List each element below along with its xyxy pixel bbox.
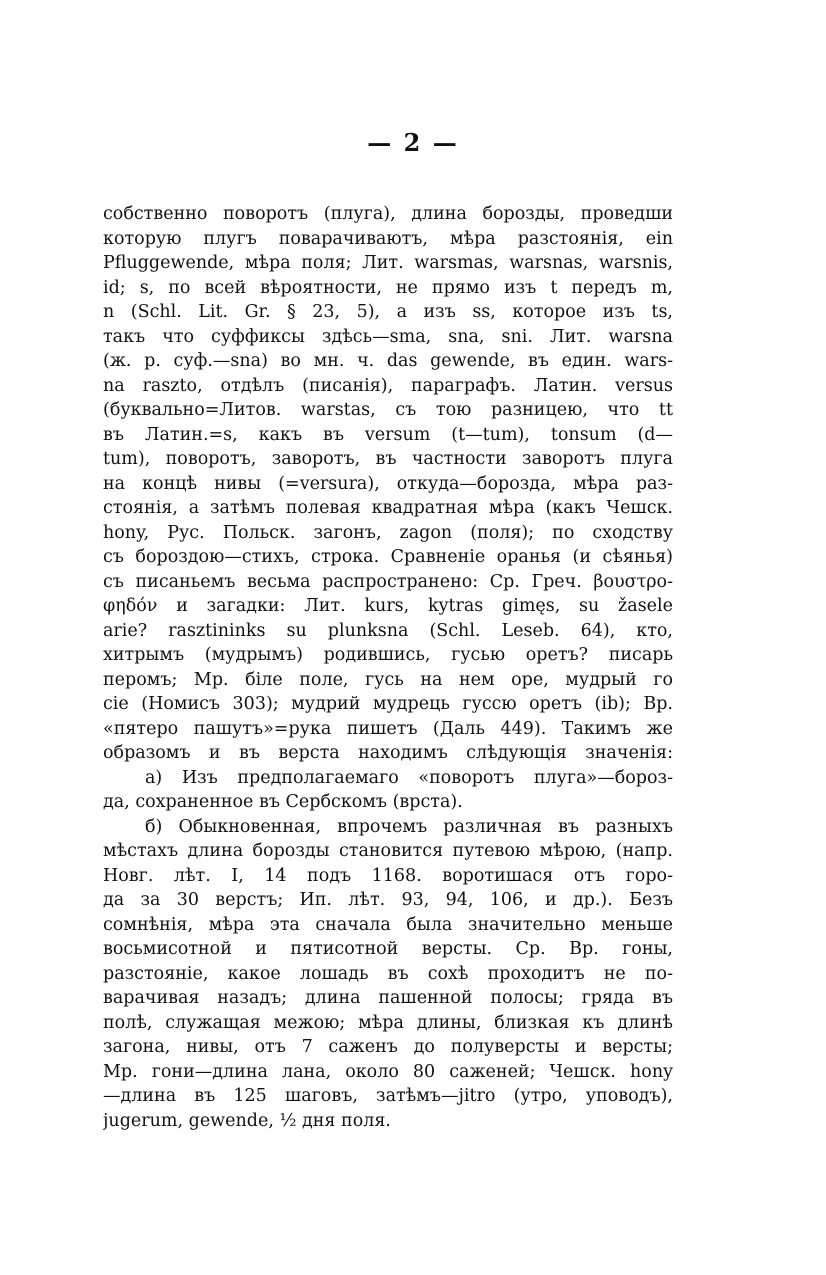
text-line: загона, нивы, отъ 7 саженъ до полуверсты и версты;	[103, 1037, 673, 1057]
text-line: а) Изъ предполагаемаго «поворотъ плуга»—бороз-	[145, 767, 673, 788]
text-line: съ писаньемъ весьма распространено: Ср. Греч. βουστρο-	[103, 571, 673, 592]
text-line: да за 30 верстъ; Ип. лѣт. 93, 94, 106, и др.). Безъ	[103, 890, 673, 910]
text-line: съ бороздою—стихъ, строка. Сравненіе оранья (и сѣянья)	[103, 547, 673, 567]
text-line: варачивая назадъ; длина пашенной полосы; гряда въ	[103, 988, 673, 1008]
text-line: hony, Рус. Польск. загонъ, zagon (поля); по сходству	[103, 522, 673, 543]
text-line: сіе (Номисъ 303); мудрий мудрець гуссю оретъ (ib); Вр.	[103, 694, 673, 714]
text-line: Новг. лѣт. I, 14 подъ 1168. воротишася отъ горо-	[103, 865, 673, 886]
text-line: мѣстахъ длина борозды становится путевою мѣрою, (напр.	[103, 841, 673, 861]
text-line: Мр. гони—длина лана, около 80 саженей; Чешск. hony	[103, 1061, 673, 1082]
text-line: которую плугъ поварачиваютъ, мѣра разстоянія, ein	[103, 228, 673, 249]
text-line: такъ что суффиксы здѣсь—sma, sna, sni. Лит. warsna	[103, 326, 673, 347]
text-line: (ж. р. суф.—sna) во мн. ч. das gewende, въ един. wars-	[103, 351, 673, 371]
text-line: хитрымъ (мудрымъ) родившись, гусью оретъ? писарь	[103, 645, 673, 665]
text-line: восьмисотной и пятисотной версты. Ср. Вр. гоны,	[103, 939, 673, 959]
text-line: (буквально=Литов. warstas, съ тою разницею, что tt	[103, 400, 673, 420]
text-line: въ Латин.=s, какъ въ versum (t—tum), tonsum (d—	[103, 424, 673, 445]
text-line: б) Обыкновенная, впрочемъ различная въ разныхъ	[145, 816, 673, 837]
text-line: «пятеро пашутъ»=рука пишетъ (Даль 449). Такимъ же	[103, 718, 673, 739]
text-line: перомъ; Мр. біле поле, гусь на нем оре, мудрый го	[103, 669, 673, 690]
text-line: Pfluggewende, мѣра поля; Лит. warsmas, warsnas, warsnis,	[103, 253, 673, 273]
text-line: tum), поворотъ, заворотъ, въ частности заворотъ плуга	[103, 449, 673, 469]
text-line: полѣ, служащая межою; мѣра длины, близкая къ длинѣ	[103, 1012, 673, 1033]
text-line: стоянія, а затѣмъ полевая квадратная мѣра (какъ Чешск.	[103, 498, 673, 518]
text-line: на концѣ нивы (=versura), откуда—борозда, мѣра раз-	[103, 473, 673, 494]
text-line: да, сохраненное въ Сербскомъ (врста).	[103, 792, 463, 812]
text-line: φηδόν и загадки: Лит. kurs, kytras gimęs, su žasele	[103, 596, 673, 616]
text-line: arie? rasztininks su plunksna (Schl. Leseb. 64), кто,	[103, 620, 673, 641]
text-line: разстояніе, какое лошадь въ сохѣ проходитъ не по-	[103, 963, 673, 984]
text-line: na raszto, отдѣлъ (писанія), параграфъ. Латин. versus	[103, 375, 673, 396]
text-line: —длина въ 125 шаговъ, затѣмъ—jitro (утро, уповодъ),	[103, 1086, 673, 1106]
body-text	[103, 202, 673, 1133]
text-line: собственно поворотъ (плуга), длина борозды, проведши	[103, 204, 673, 224]
text-line: id; s, по всей вѣроятности, не прямо изъ t передъ m,	[103, 277, 673, 298]
page-number: — 2 —	[367, 128, 459, 157]
text-line: jugerum, gewende, ½ дня поля.	[103, 1110, 391, 1131]
text-line: сомнѣнія, мѣра эта сначала была значительно меньше	[103, 914, 673, 935]
text-line: n (Schl. Lit. Gr. § 23, 5), а изъ ss, которое изъ ts,	[103, 302, 673, 322]
text-line: образомъ и въ верста находимъ слѣдующія значенія:	[103, 743, 673, 763]
